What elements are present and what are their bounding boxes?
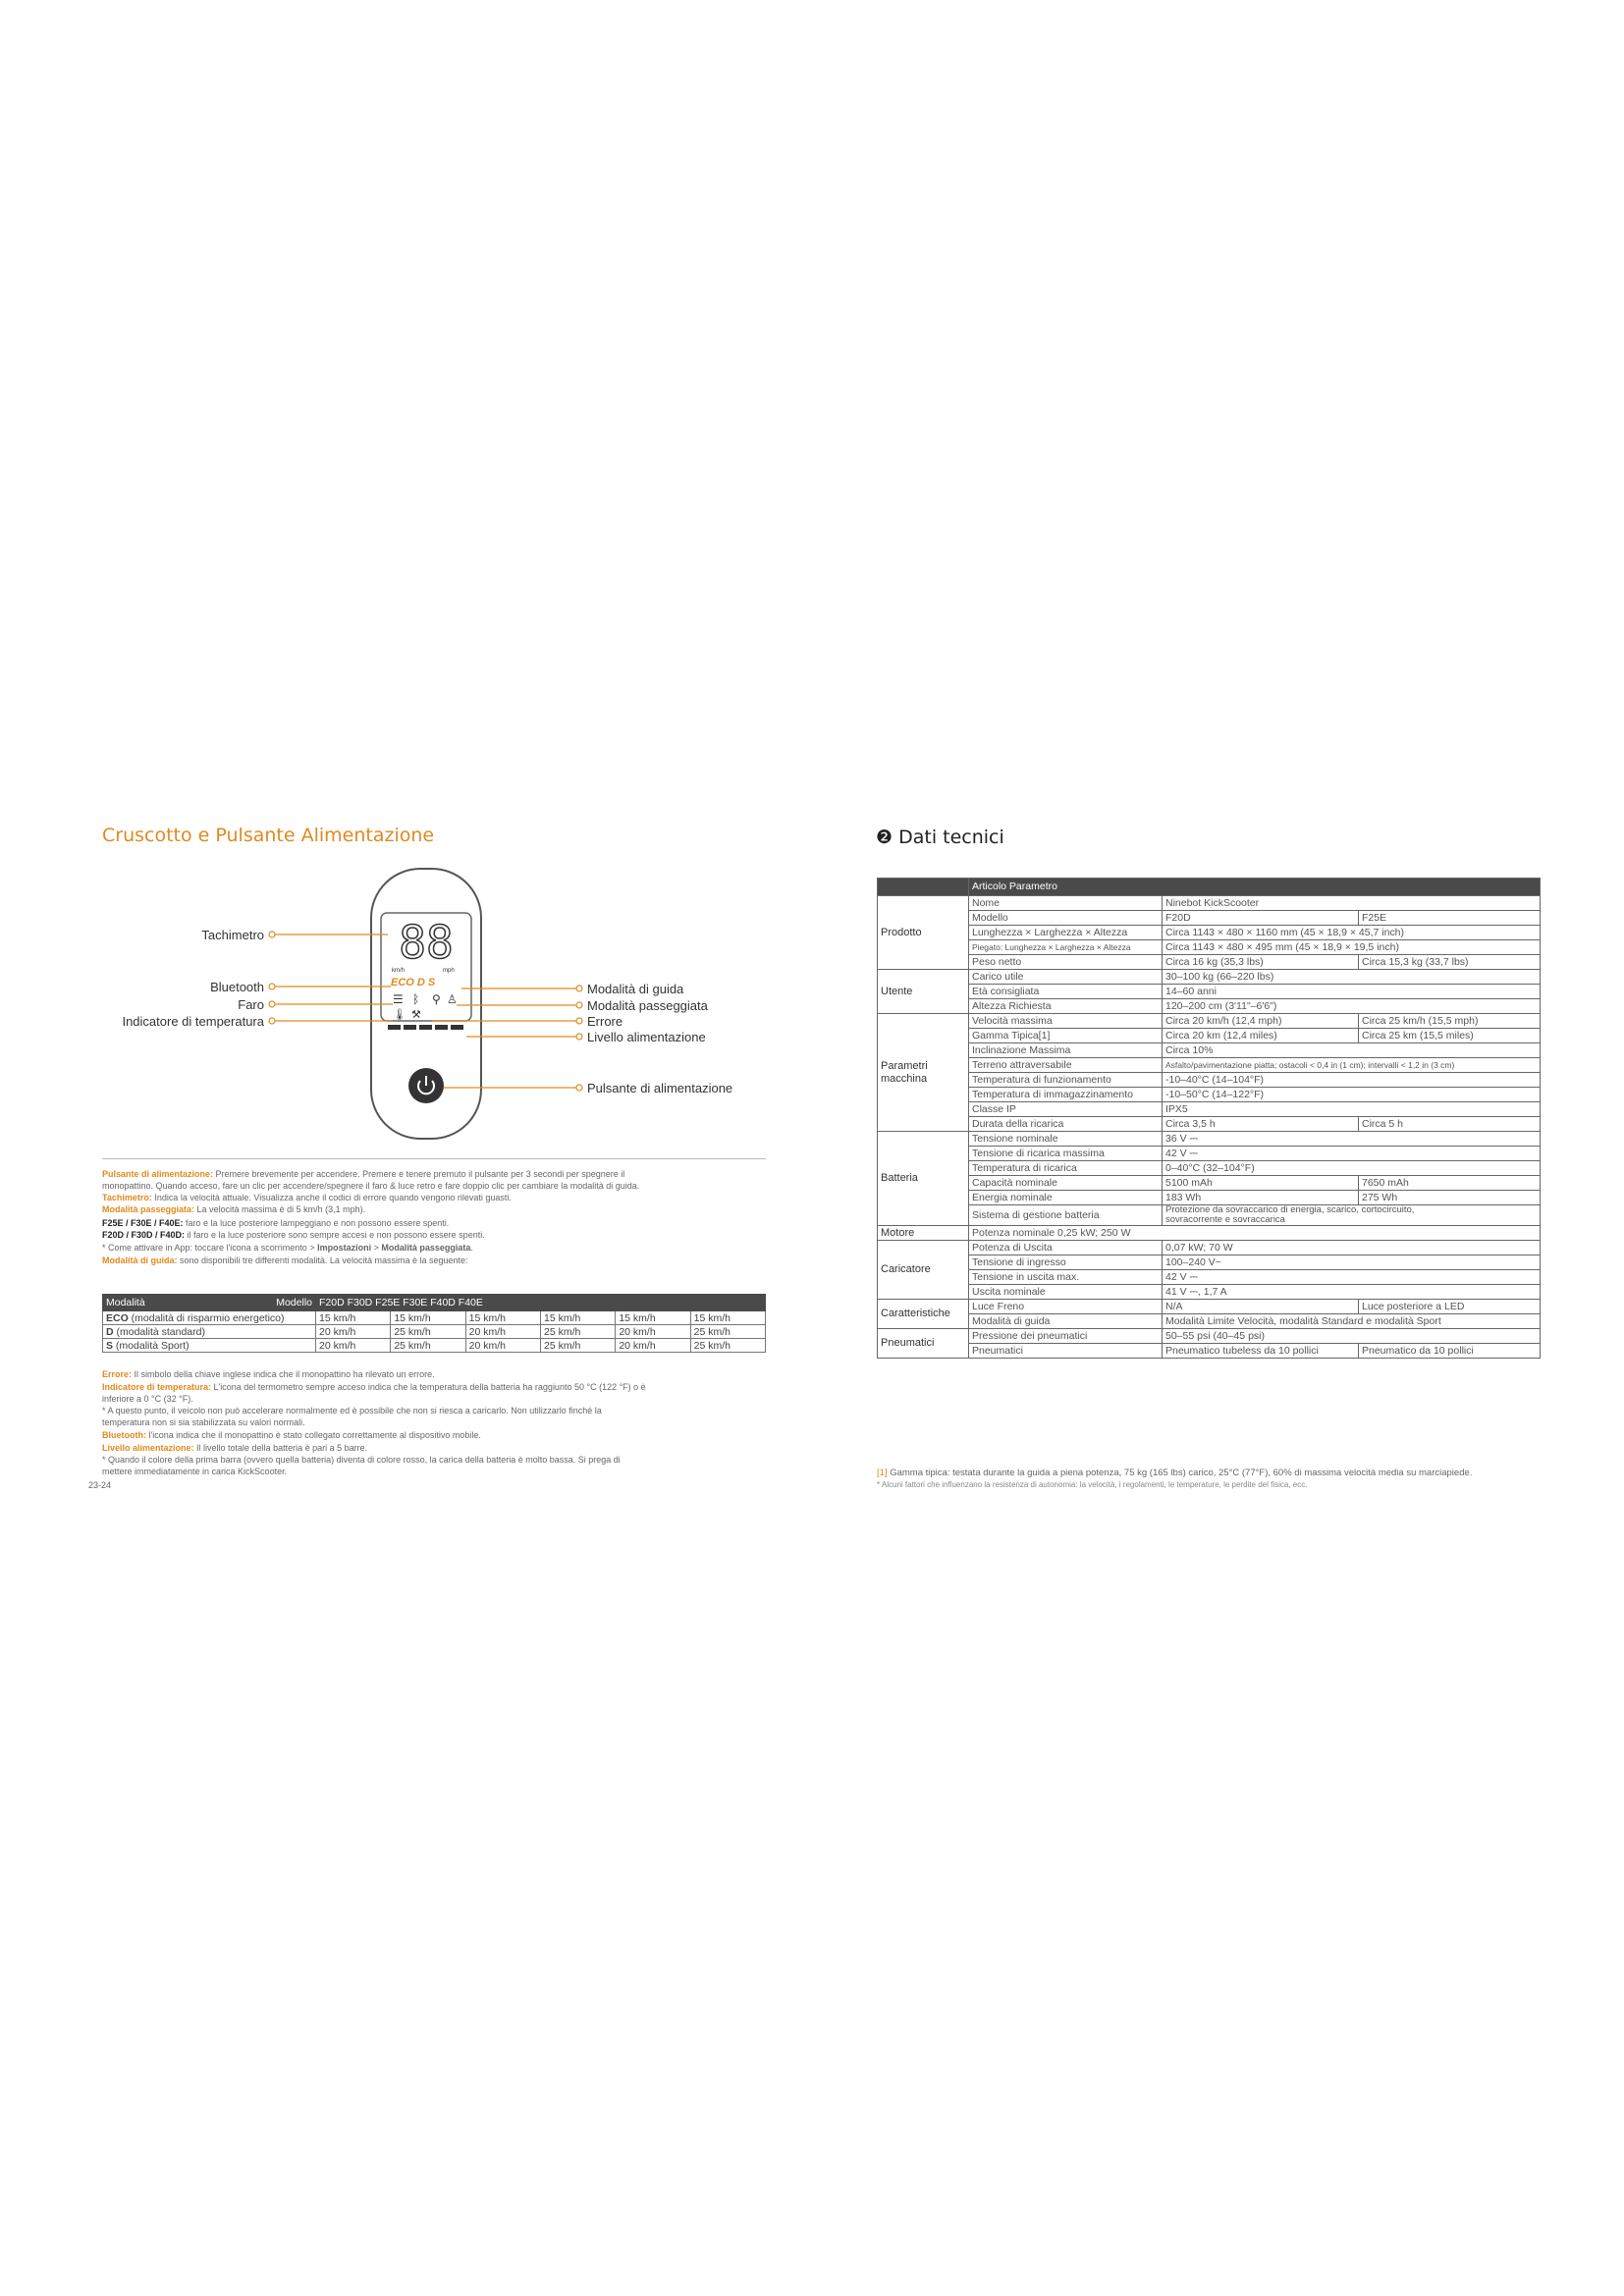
speed-digits: 88 [399, 916, 454, 969]
value-cell: 36 V ⎓ [1163, 1132, 1541, 1147]
table-row [878, 1314, 1541, 1329]
table-row [878, 1029, 1541, 1043]
value-cell: F20D [1163, 911, 1359, 926]
param-cell: Velocità massima [969, 1014, 1163, 1029]
label-livello: Livello alimentazione [587, 1030, 706, 1044]
table-row [878, 985, 1541, 999]
desc-error: Errore: Il simbolo della chiave inglese indica che il monopattino ha rilevato un errore. [102, 1369, 435, 1379]
battery-bar [419, 1025, 432, 1030]
table-row [878, 1073, 1541, 1088]
table-row [878, 1344, 1541, 1359]
value-cell: 0–40°C (32–104°F) [1163, 1161, 1541, 1176]
value-cell: 0,07 kW; 70 W [1163, 1241, 1541, 1255]
table-row [878, 1043, 1541, 1058]
param-cell: Pressione dei pneumatici [969, 1329, 1163, 1344]
table-row [878, 1300, 1541, 1314]
param-cell: Gamma Tipica[1] [969, 1029, 1163, 1043]
mode-table-header [103, 1295, 766, 1311]
value-cell: Luce posteriore a LED [1359, 1300, 1541, 1314]
value-cell: Circa 25 km (15,5 miles) [1359, 1029, 1541, 1043]
battery-bar [451, 1025, 463, 1030]
headlight-icon: ☰ [393, 992, 404, 1006]
table-row [878, 1176, 1541, 1191]
param-cell: Terreno attraversabile [969, 1058, 1163, 1073]
desc-models-a: F25E / F30E / F40E: faro e la luce posteriore lampeggiano e non possono essere spenti. [102, 1218, 450, 1228]
value-cell: Circa 20 km/h (12,4 mph) [1163, 1014, 1359, 1029]
desc-models-b: F20D / F30D / F40D: il faro e la luce posteriore sono sempre accesi e non possono essere spenti. [102, 1230, 485, 1240]
param-cell: Tensione di ingresso [969, 1255, 1163, 1270]
table-row [878, 1117, 1541, 1132]
value-cell: 275 Wh [1359, 1191, 1541, 1205]
table-row [878, 926, 1541, 940]
param-cell: Energia nominale [969, 1191, 1163, 1205]
table-row [878, 1132, 1541, 1147]
param-cell: Luce Freno [969, 1300, 1163, 1314]
value-cell: Circa 16 kg (35,3 lbs) [1163, 955, 1359, 970]
table-row [878, 1205, 1541, 1226]
table-row [878, 1285, 1541, 1300]
param-cell: Nome [969, 896, 1163, 911]
table-row [878, 1226, 1541, 1241]
thermometer-icon: 🌡 [393, 1009, 406, 1021]
value-cell: Circa 1143 × 480 × 1160 mm (45 × 18,9 × 45,7 inch) [1163, 926, 1541, 940]
desc-drive: Modalità di guida: sono disponibili tre differenti modalità. La velocità massima è la seguente: [102, 1255, 468, 1265]
value-cell: 120–200 cm (3'11"–6'6") [1163, 999, 1541, 1014]
value-cell: 5100 mAh [1163, 1176, 1359, 1191]
table-row [878, 955, 1541, 970]
category-cell: Motore [878, 1226, 969, 1241]
param-cell: Età consigliata [969, 985, 1163, 999]
value-cell: 100–240 V~ [1163, 1255, 1541, 1270]
label-pulsante: Pulsante di alimentazione [587, 1081, 733, 1095]
battery-bar [388, 1025, 401, 1030]
param-cell: Potenza nominale 0,25 kW; 250 W [969, 1226, 1541, 1241]
footnote-2: * Alcuni fattori che influenzano la resistenza di autonomia: la velocità, i regolamenti, le temperature, le perdite del fisica, ecc. [877, 1480, 1308, 1489]
value-cell: Circa 3,5 h [1163, 1117, 1359, 1132]
param-cell: Peso netto [969, 955, 1163, 970]
walk-mode-icon: ♙ [447, 992, 458, 1006]
param-cell: Potenza di Uscita [969, 1241, 1163, 1255]
label-modalita-guida: Modalità di guida [587, 982, 684, 996]
param-cell: Pneumatici [969, 1344, 1163, 1359]
table-row [878, 999, 1541, 1014]
value-cell: 41 V ⎓, 1,7 A [1163, 1285, 1541, 1300]
param-cell: Temperatura di immagazzinamento [969, 1088, 1163, 1102]
table-row [878, 1191, 1541, 1205]
value-cell: 50–55 psi (40–45 psi) [1163, 1329, 1541, 1344]
value-cell: Circa 10% [1163, 1043, 1541, 1058]
param-cell: Sistema di gestione batteria [969, 1205, 1163, 1226]
unit-kmh: km/h [392, 968, 406, 974]
table-row [878, 1147, 1541, 1161]
table-row: D (modalità standard) 20 km/h 25 km/h 20 km/h 25 km/h 20 km/h 25 km/h [103, 1325, 766, 1339]
mode-header-cell: Modalità Modello [103, 1295, 316, 1311]
param-cell: Tensione nominale [969, 1132, 1163, 1147]
value-cell: Circa 25 km/h (15,5 mph) [1359, 1014, 1541, 1029]
desc-app-note: * Come attivare in App: toccare l'icona a scorrimento > Impostazioni > Modalità passeggiata. [102, 1243, 473, 1253]
param-cell: Lunghezza × Larghezza × Altezza [969, 926, 1163, 940]
label-errore: Errore [587, 1014, 623, 1029]
wrench-icon: ⚒ [411, 1009, 421, 1021]
param-cell: Temperatura di ricarica [969, 1161, 1163, 1176]
table-row [878, 1014, 1541, 1029]
category-cell: Caratteristiche [878, 1300, 969, 1329]
value-cell: Circa 1143 × 480 × 495 mm (45 × 18,9 × 19,5 inch) [1163, 940, 1541, 955]
bluetooth-icon: ᛒ [412, 992, 420, 1006]
table-row [878, 1161, 1541, 1176]
value-cell: Ninebot KickScooter [1163, 896, 1541, 911]
footnote-1: [1] Gamma tipica: testata durante la guida a piena potenza, 75 kg (165 lbs) carico, 25°C (77°F), 60% di massima velocità media su marciapiede. [877, 1468, 1473, 1478]
category-cell: Prodotto [878, 896, 969, 970]
desc-bt: Bluetooth: l'icona indica che il monopattino è stato collegato correttamente al dispositivo mobile. [102, 1430, 481, 1440]
section-number-icon: ❷ [876, 827, 893, 848]
left-page-title: Cruscotto e Pulsante Alimentazione [102, 825, 435, 846]
value-cell: -10–40°C (14–104°F) [1163, 1073, 1541, 1088]
desc-batt-note: * Quando il colore della prima barra (ovvero quella batteria) diventa di colore rosso, la carica della batteria è molto bassa. Si prega di [102, 1455, 621, 1465]
desc-power-2: monopattino. Quando acceso, fare un clic per accendere/spegnere il faro & luce retro e fare doppio clic per cambiare la modalità di guida. [102, 1181, 640, 1191]
battery-bar [404, 1025, 416, 1030]
param-cell: Temperatura di funzionamento [969, 1073, 1163, 1088]
desc-speedo: Tachimetro: Indica la velocità attuale. Visualizza anche il codici di errore quando vengono rilevati guasti. [102, 1193, 512, 1202]
category-cell: Pneumatici [878, 1329, 969, 1359]
param-cell: Tensione di ricarica massima [969, 1147, 1163, 1161]
param-cell: Altezza Richiesta [969, 999, 1163, 1014]
value-cell: 14–60 anni [1163, 985, 1541, 999]
label-modalita-passeggiata: Modalità passeggiata [587, 998, 708, 1013]
param-cell: Uscita nominale [969, 1285, 1163, 1300]
table-row [878, 1088, 1541, 1102]
value-cell: Pneumatico da 10 pollici [1359, 1344, 1541, 1359]
value-cell: N/A [1163, 1300, 1359, 1314]
table-row [878, 940, 1541, 955]
value-cell: Modalità Limite Velocità, modalità Standard e modalità Sport [1163, 1314, 1541, 1329]
label-tachimetro: Tachimetro [201, 928, 264, 942]
param-cell: Durata della ricarica [969, 1117, 1163, 1132]
param-cell: Capacità nominale [969, 1176, 1163, 1191]
value-cell: Circa 15,3 kg (33,7 lbs) [1359, 955, 1541, 970]
table-row [878, 1058, 1541, 1073]
value-cell: Circa 20 km (12,4 miles) [1163, 1029, 1359, 1043]
value-cell: 42 V ⎓ [1163, 1270, 1541, 1285]
category-cell: Caricatore [878, 1241, 969, 1300]
value-cell: 183 Wh [1163, 1191, 1359, 1205]
unit-mph: mph [443, 968, 455, 974]
label-faro: Faro [238, 997, 264, 1012]
category-cell: Batteria [878, 1132, 969, 1226]
value-cell: 42 V ⎓ [1163, 1147, 1541, 1161]
desc-temp-note: * A questo punto, il veicolo non può accelerare normalmente ed è possibile che non si riesca a caricarlo. Non utilizzarlo finché la [102, 1406, 602, 1415]
mode-icons: ECO D S [391, 977, 436, 988]
spec-table [877, 878, 1541, 1359]
param-cell: Inclinazione Massima [969, 1043, 1163, 1058]
header-cell: Articolo Parametro [969, 879, 1541, 896]
desc-power: Pulsante di alimentazione: Premere brevemente per accendere. Premere e tenere premuto il pulsante per 3 secondi per spegnere il [102, 1169, 625, 1179]
desc-temp-2: inferiore a 0 °C (32 °F). [102, 1394, 193, 1404]
table-row [878, 1255, 1541, 1270]
divider [102, 1158, 766, 1159]
battery-bar [435, 1025, 448, 1030]
table-row [878, 1270, 1541, 1285]
category-cell: Parametri macchina [878, 1014, 969, 1132]
label-temperatura: Indicatore di temperatura [122, 1014, 264, 1029]
page-number: 23-24 [88, 1480, 112, 1490]
desc-temp-note-2: temperatura non si sia stabilizzata su valori normali. [102, 1417, 305, 1427]
desc-walk: Modalità passeggiata: La velocità massima è di 5 km/h (3,1 mph). [102, 1204, 366, 1214]
table-row [878, 1329, 1541, 1344]
category-cell: Utente [878, 970, 969, 1014]
param-cell: Classe IP [969, 1102, 1163, 1117]
mode-table [102, 1294, 766, 1353]
param-cell: Tensione in uscita max. [969, 1270, 1163, 1285]
label-bluetooth: Bluetooth [210, 980, 264, 994]
param-cell: Carico utile [969, 970, 1163, 985]
right-page-title: ❷ Dati tecnici [876, 827, 1004, 848]
param-cell: Modalità di guida [969, 1314, 1163, 1329]
param-cell: Piegato: Lunghezza × Larghezza × Altezza [969, 940, 1163, 955]
value-cell: F25E [1359, 911, 1541, 926]
desc-batt: Livello alimentazione: Il livello totale della batteria è pari a 5 barre. [102, 1443, 368, 1453]
spec-table-header [878, 879, 1541, 896]
table-row [878, 1102, 1541, 1117]
table-row [878, 970, 1541, 985]
value-cell: Pneumatico tubeless da 10 pollici [1163, 1344, 1359, 1359]
value-cell: -10–50°C (14–122°F) [1163, 1088, 1541, 1102]
desc-batt-note-2: mettere immediatamente in carica KickScooter. [102, 1467, 288, 1476]
value-cell: 30–100 kg (66–220 lbs) [1163, 970, 1541, 985]
value-cell: Asfalto/pavimentazione piatta; ostacoli < 0,4 in (1 cm); intervalli < 1,2 in (3 cm) [1163, 1058, 1541, 1073]
param-cell: Modello [969, 911, 1163, 926]
value-cell: 7650 mAh [1359, 1176, 1541, 1191]
value-cell: Circa 5 h [1359, 1117, 1541, 1132]
desc-temp: Indicatore di temperatura: L'icona del termometro sempre acceso indica che la temperatura della batteria ha raggiunto 50 °C (122 °F) o è [102, 1382, 646, 1392]
walk-icon: ⚲ [432, 992, 441, 1006]
table-row [878, 1241, 1541, 1255]
models-header-cell: F20D F30D F25E F30E F40D F40E [316, 1295, 766, 1311]
value-cell: Protezione da sovraccarico di energia, scarico, cortocircuito, sovracorrente e sovraccarica [1163, 1205, 1541, 1226]
table-row [878, 911, 1541, 926]
table-row [878, 896, 1541, 911]
value-cell: IPX5 [1163, 1102, 1541, 1117]
table-row: S (modalità Sport) 20 km/h 25 km/h 20 km/h 25 km/h 20 km/h 25 km/h [103, 1339, 766, 1353]
table-row: ECO (modalità di risparmio energetico) 15 km/h 15 km/h 15 km/h 15 km/h 15 km/h 15 km/h [103, 1311, 766, 1325]
